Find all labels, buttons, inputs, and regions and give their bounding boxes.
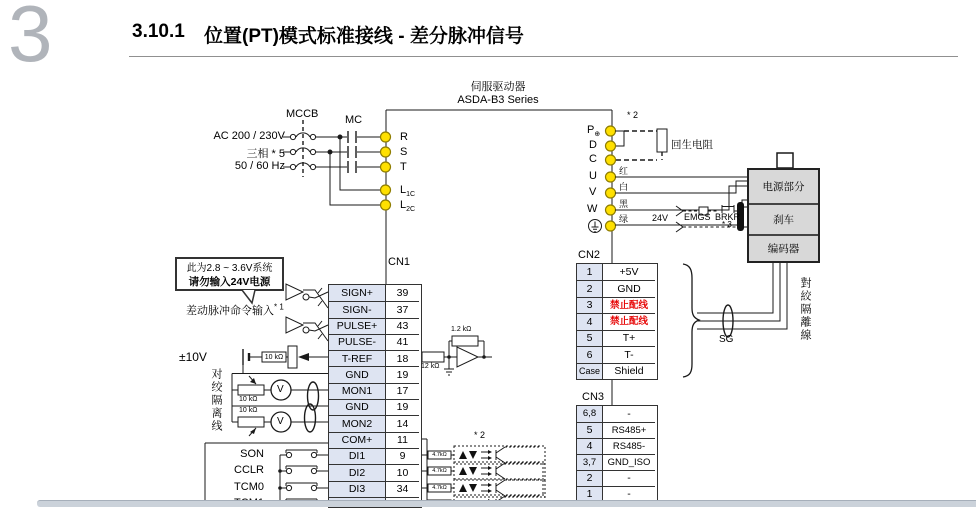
mccb-label: MCCB [286, 108, 319, 120]
cn2-signal-forbidden: 禁止配线 [603, 297, 655, 313]
pot1-label: 10 kΩ [239, 396, 258, 403]
cn1-name: SIGN+ [329, 285, 386, 301]
cn1-table [328, 284, 422, 508]
cn3-signal: RS485- [603, 438, 655, 454]
cn1-name: MON1 [329, 383, 386, 399]
terminal-u-label: U [589, 170, 597, 182]
cn1-name: GND [329, 366, 386, 382]
cn2-pin: 5 [577, 330, 603, 346]
cn2-signal-forbidden: 禁止配线 [603, 313, 655, 329]
terminal-v-label: V [589, 186, 597, 198]
cn3-signal: - [603, 486, 655, 502]
motor-encoder-section: 编码器 [749, 234, 818, 261]
cn2-signal: Shield [603, 363, 655, 379]
motor-brake-section: 刹车 [749, 203, 818, 234]
cn1-pin: 18 [386, 350, 419, 366]
terminal-l2c-label: $L_{2C}$ [400, 199, 416, 214]
drive-title-cn: 伺服驱动器 [470, 81, 526, 93]
cn2-pin: Case [577, 363, 603, 379]
brake-supply-label: 24V [652, 213, 669, 223]
cn1-label: CN1 [388, 256, 411, 268]
terminal-p-label: $P_\oplus$ [587, 124, 601, 139]
brake-note: * 3 [722, 220, 732, 229]
cn3-signal: - [603, 470, 655, 486]
pulse-drivers [286, 284, 328, 341]
cn3-pin: 3,7 [577, 454, 603, 470]
cn3-signal: RS485+ [603, 422, 655, 438]
cn1-name: COM+ [329, 432, 386, 448]
terminal-c-label: C [589, 153, 597, 165]
cn2-pin: 1 [577, 264, 603, 280]
control-power-taps [328, 135, 380, 205]
cn1-pin: 10 [386, 464, 419, 480]
cn2-pin: 2 [577, 280, 603, 296]
cn2-signal: T- [603, 346, 655, 362]
cn1-pin: 11 [386, 432, 419, 448]
cn1-pin: 19 [386, 366, 419, 382]
title-divider [129, 56, 958, 57]
switch-cclr-label: CCLR [234, 464, 264, 476]
cn1-name: PULSE- [329, 334, 386, 350]
chapter-number: 3 [8, 0, 53, 78]
cn1-pin: 34 [386, 481, 419, 497]
cn1-name: T-REF [329, 350, 386, 366]
cn2-signal: T+ [603, 330, 655, 346]
motor-box [747, 168, 820, 263]
switch-tcm0-label: TCM0 [234, 481, 264, 493]
r1-2k-label: 1.2 kΩ [451, 326, 472, 333]
cn2-pin: 3 [577, 297, 603, 313]
cn3-pin: 1 [577, 486, 603, 502]
wire-color-green: 绿 [619, 214, 629, 224]
shield-note-left: 对绞隔离线 [210, 368, 222, 433]
r12k-label: 12 kΩ [421, 363, 440, 370]
mains-voltage: AC 200 / 230V [213, 130, 285, 142]
cn2-label: CN2 [578, 249, 601, 261]
motor-power-section: 电源部分 [762, 181, 805, 193]
pot2-label: 10 kΩ [239, 407, 258, 414]
mains-frequency: 50 / 60 Hz [234, 160, 285, 172]
switch-son-label: SON [240, 448, 264, 460]
cn1-name: MON2 [329, 415, 386, 431]
cn1-pin: 19 [386, 399, 419, 415]
cn1-name: SIGN- [329, 301, 386, 317]
motor-shaft [777, 153, 793, 168]
drive-title [420, 81, 576, 107]
cn2-pin: 6 [577, 346, 603, 362]
terminal-w-label: W [587, 203, 598, 215]
cn3-signal: GND_ISO [603, 454, 655, 470]
cn1-name: DI3 [329, 481, 386, 497]
terminal-t-label: T [400, 161, 407, 173]
wire-color-red: 红 [619, 166, 629, 176]
regen-circuit [615, 129, 667, 160]
shield-note-right: 對絞隔離線 [799, 277, 811, 342]
cn1-name: DI1 [329, 448, 386, 464]
terminal-s-label: S [400, 146, 408, 158]
cn1-name: PULSE+ [329, 318, 386, 334]
cn3-table [576, 405, 658, 503]
r47k-label: 4.7kΩ [432, 485, 447, 491]
cn2-signal: GND [603, 280, 655, 296]
cn1-pin: 37 [386, 301, 419, 317]
cn2-table [576, 263, 658, 380]
page-title: 位置(PT)模式标准接线 - 差分脉冲信号 [204, 26, 524, 47]
sg-label: SG [719, 334, 734, 345]
terminal-l1c-label: $L_{1C}$ [400, 184, 416, 199]
mc-contactor [348, 131, 356, 173]
ground-icon [589, 220, 602, 233]
note-line-2: 请勿输入24V电源 [188, 276, 271, 288]
wire-color-white: 白 [619, 182, 629, 192]
mains-phase: 三相 * 5 [246, 148, 285, 160]
r10k-series-label: 10 kΩ [264, 354, 284, 361]
cn2-signal: +5V [619, 265, 639, 278]
mccb-breaker [283, 120, 380, 177]
cn2-pin: 4 [577, 313, 603, 329]
drive-series: ASDA-B3 Series [457, 94, 539, 106]
opto-note: * 2 [474, 430, 486, 440]
terminal-r-label: R [400, 131, 408, 143]
cn1-pin: 39 [396, 286, 409, 299]
brkr-label: BRKR [715, 212, 741, 222]
cn1-name: DI2 [329, 464, 386, 480]
cn3-pin: 6,8 [577, 406, 603, 422]
note-line-1: 此为2.8 ~ 3.6V系统 [186, 263, 273, 274]
r47k-label: 4.7kΩ [432, 468, 447, 474]
voltmeter-2-label: V [277, 416, 284, 427]
emgs-label: EMGS [684, 212, 711, 222]
cn1-pin: 41 [386, 334, 419, 350]
terminal-d-label: D [589, 139, 597, 151]
cn1-pin: 43 [386, 318, 419, 334]
voltmeter-1-label: V [277, 384, 284, 395]
regen-resistor-label: 回生电阻 [671, 139, 713, 151]
cn3-label: CN3 [582, 391, 605, 403]
pulse-voltage-note [175, 257, 284, 291]
cn1-pin: 9 [386, 448, 419, 464]
cn1-pin: 17 [386, 383, 419, 399]
mc-label: MC [345, 114, 363, 126]
terminals-right [606, 126, 616, 231]
cn3-pin: 2 [577, 470, 603, 486]
cn3-signal: - [627, 407, 631, 420]
cn2-cable [683, 263, 787, 377]
wire-color-black: 黑 [619, 199, 629, 209]
r47k-label: 4.7kΩ [432, 452, 447, 458]
cn1-pin: 14 [386, 415, 419, 431]
pulse-input-label: 差动脉冲命令输入$^{* 1}$ [186, 302, 284, 317]
analog-source-label: ±10V [179, 350, 207, 364]
cn3-pin: 4 [577, 438, 603, 454]
cn1-name: GND [329, 399, 386, 415]
cn3-pin: 5 [577, 422, 603, 438]
regen-note: * 2 [627, 110, 639, 120]
section-number: 3.10.1 [132, 21, 185, 42]
